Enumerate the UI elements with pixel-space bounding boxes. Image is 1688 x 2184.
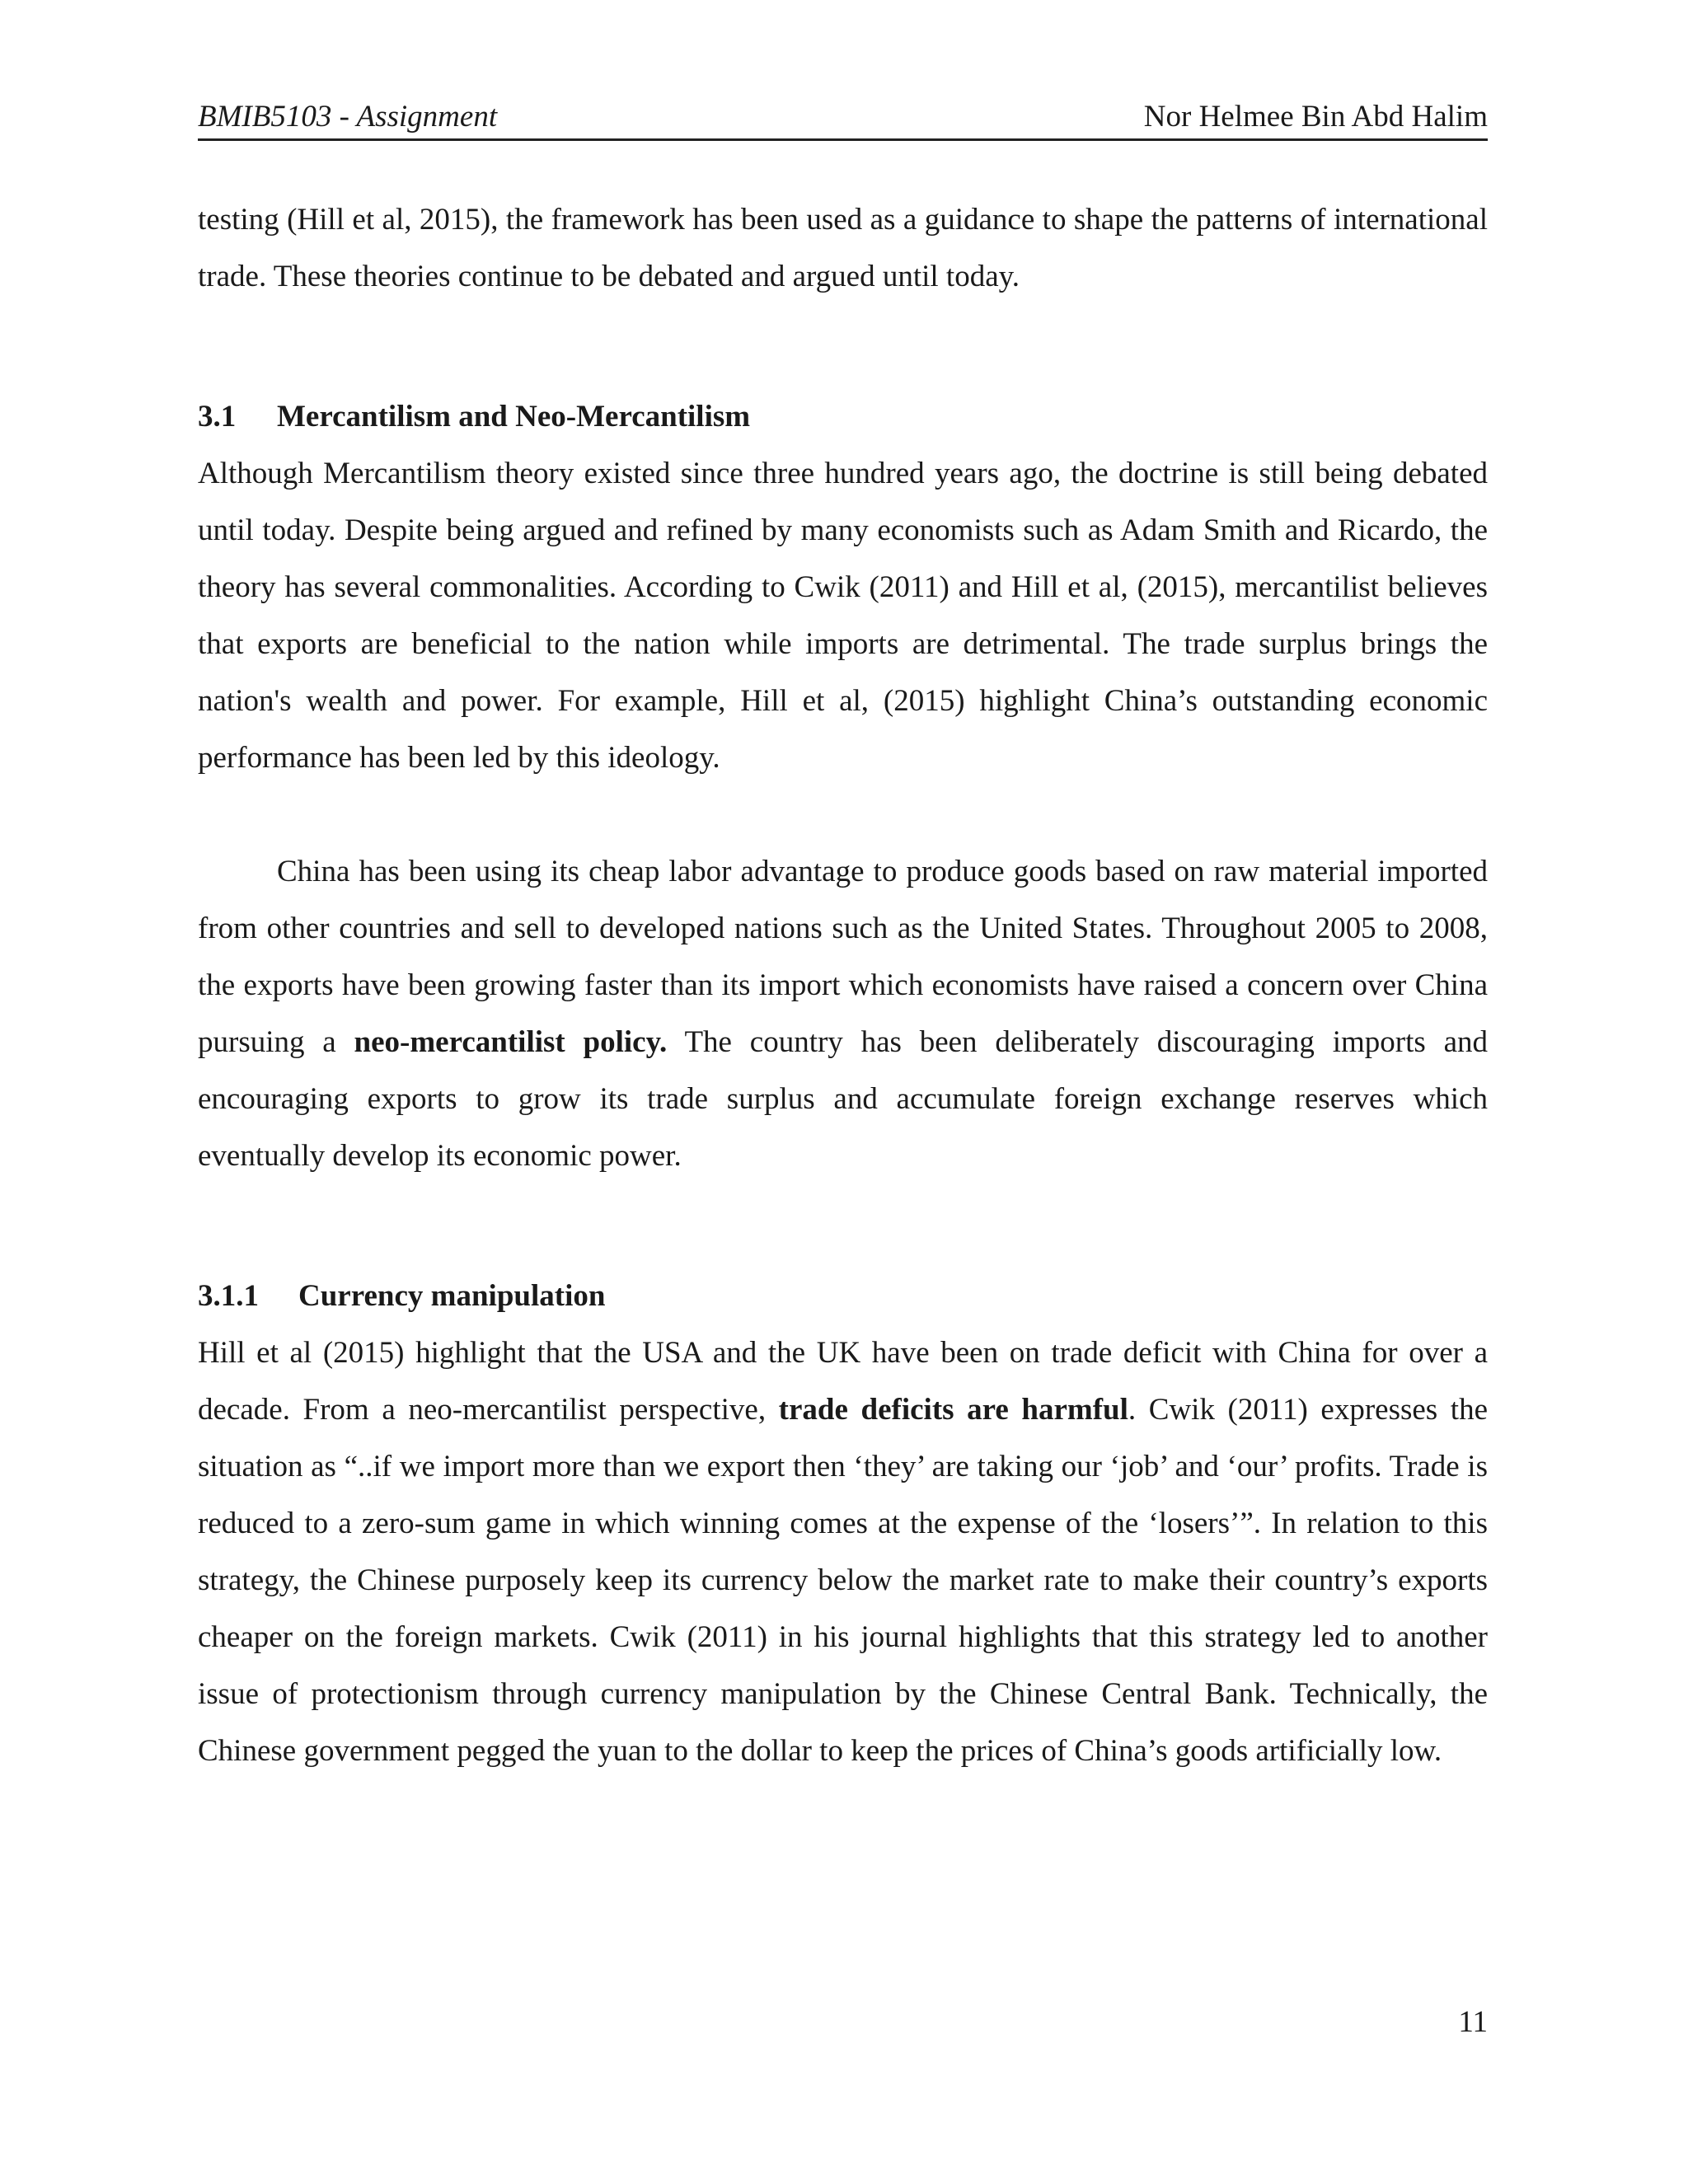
neo-mercantilist-policy-emphasis: neo-mercantilist policy.	[354, 1025, 668, 1059]
page-content	[198, 191, 1488, 1779]
currency-paragraph-text-start: Hill et al (2015) highlight that the USA and the UK have been on trade deficit with China for over a decade. From a neo-mercantilist perspective,	[198, 1336, 1488, 1427]
document-title: BMIB5103 - Assignment	[198, 100, 498, 134]
china-paragraph-text-end: The country has been deliberately discouraging imports and encouraging exports to grow its trade surplus and accumulate foreign exchange reserves which eventually develop its economic power.	[198, 1025, 1489, 1173]
section-title: Mercantilism and Neo-Mercantilism	[277, 400, 751, 434]
section-spacer	[198, 1184, 1488, 1268]
currency-paragraph-text-end: . Cwik (2011) expresses the situation as “..if we import more than we export then ‘they’ are taking our ‘job’ and ‘our’ profits. Trade is reduced to a zero-sum game in which winning comes at the expense of the ‘losers’”. In relation to this strategy, the Chinese purposely keep its currency below the market rate to make their country’s exports cheaper on the foreign markets. Cwik (2011) in his journal highlights that this strategy led to another issue of protectionism through currency manipulation by the Chinese Central Bank. Technically, the Chinese government pegged the yuan to the dollar to keep the prices of China’s goods artificially low.	[198, 1393, 1489, 1768]
author-name: Nor Helmee Bin Abd Halim	[1143, 100, 1488, 134]
trade-deficits-emphasis: trade deficits are harmful	[778, 1393, 1128, 1427]
subsection-number: 3.1.1	[198, 1279, 259, 1313]
section-spacer	[198, 305, 1488, 388]
china-paragraph	[198, 843, 1488, 1184]
section-heading-3-1-1	[198, 1268, 1488, 1324]
section-heading-3-1	[198, 388, 1488, 445]
subsection-title: Currency manipulation	[298, 1279, 606, 1313]
page-number: 11	[1458, 2005, 1488, 2039]
paragraph-spacer	[198, 786, 1488, 843]
page-header	[198, 96, 1488, 141]
mercantilism-paragraph: Although Mercantilism theory existed since three hundred years ago, the doctrine is still being debated until today. Despite being argued and refined by many economists such as Adam Smith and Ricardo, the theory has several commonalities. According to Cwik (2011) and Hill et al, (2015), mercantilist believes that exports are beneficial to the nation while imports are detrimental. The trade surplus brings the nation's wealth and power. For example, Hill et al, (2015) highlight China’s outstanding economic performance has been led by this ideology.	[198, 457, 1488, 775]
section-number: 3.1	[198, 400, 237, 434]
china-paragraph-text-start: China has been using its cheap labor advantage to produce goods based on raw material imported from other countries and sell to developed nations such as the United States. Throughout 2005 to 2008, the exports have been growing faster than its import which economists have raised a concern over China pursuing a	[198, 855, 1488, 1059]
intro-paragraph: testing (Hill et al, 2015), the framework has been used as a guidance to shape the patterns of international trade. These theories continue to be debated and argued until today.	[198, 203, 1488, 293]
currency-manipulation-paragraph	[198, 1324, 1488, 1779]
